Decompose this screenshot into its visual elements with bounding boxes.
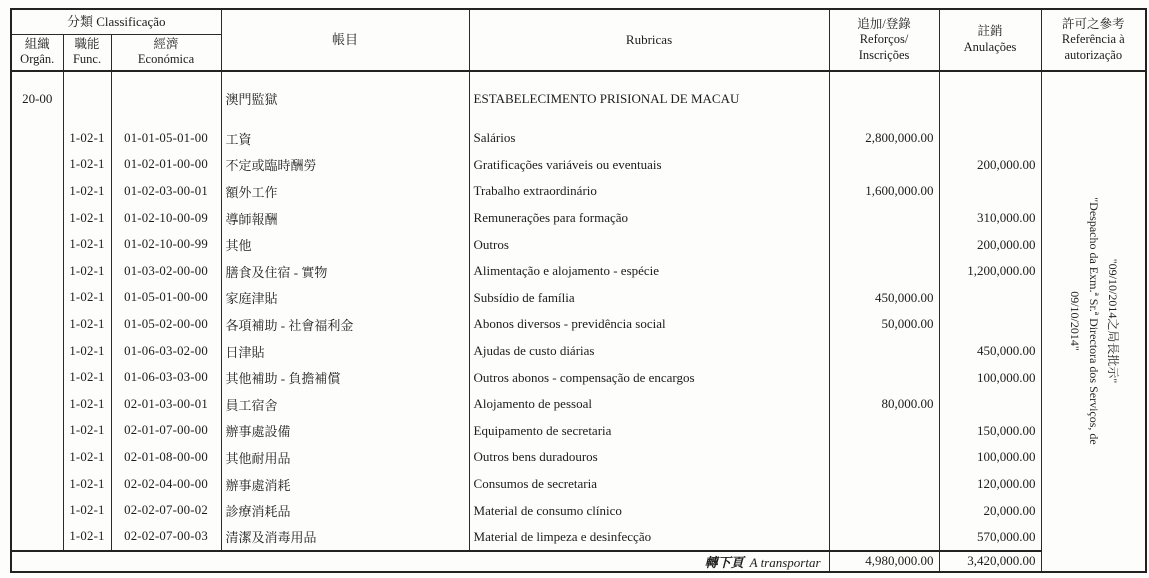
table-row (11, 364, 1146, 391)
account-zh-cell: 日津貼 (221, 338, 469, 365)
table-row (11, 497, 1146, 524)
organ-cell (11, 497, 63, 524)
anulacoes-cell: 120,000.00 (939, 471, 1041, 498)
account-zh-cell: 辦事處設備 (221, 418, 469, 445)
table-row (11, 231, 1146, 258)
anulacoes-cell: 150,000.00 (939, 418, 1041, 445)
account-pt-cell: Gratificações variáveis ou eventuais (469, 152, 829, 179)
reforcos-cell: 50,000.00 (829, 311, 939, 338)
authorization-line-zh: "09/10/2014之局長批示" (1106, 259, 1121, 384)
anulacoes-cell: 100,000.00 (939, 364, 1041, 391)
account-pt-header: Rubricas (469, 9, 829, 71)
table-header (11, 9, 1146, 71)
reforcos-cell (829, 471, 939, 498)
table-row (11, 152, 1146, 179)
table-row (11, 524, 1146, 551)
reforcos-cell (829, 231, 939, 258)
table-row (11, 205, 1146, 232)
econ-cell: 01-02-01-00-00 (111, 152, 221, 179)
econ-cell: 02-02-04-00-00 (111, 471, 221, 498)
anulacoes-cell (939, 71, 1041, 125)
reforcos-cell (829, 444, 939, 471)
account-pt-cell: Equipamento de secretaria (469, 418, 829, 445)
econ-cell (111, 71, 221, 125)
account-zh-cell: 清潔及消毒用品 (221, 524, 469, 551)
func-cell: 1-02-1 (63, 258, 111, 285)
organ-cell (11, 364, 63, 391)
account-zh-cell: 員工宿舍 (221, 391, 469, 418)
func-cell: 1-02-1 (63, 285, 111, 312)
func-cell: 1-02-1 (63, 524, 111, 551)
anulacoes-cell: 200,000.00 (939, 152, 1041, 179)
table-row (11, 125, 1146, 152)
budget-table (10, 8, 1147, 573)
reforcos-cell (829, 205, 939, 232)
anulacoes-cell: 570,000.00 (939, 524, 1041, 551)
economica-header: 經濟 Económica (111, 34, 221, 71)
account-zh-cell: 不定或臨時酬勞 (221, 152, 469, 179)
authorization-rotated-text (1065, 91, 1123, 551)
organ-cell (11, 152, 63, 179)
organ-cell (11, 338, 63, 365)
func-cell: 1-02-1 (63, 364, 111, 391)
carry-forward-label (11, 551, 829, 572)
table-row (11, 444, 1146, 471)
organica-header: 組織 Orgân. (11, 34, 63, 71)
func-cell: 1-02-1 (63, 178, 111, 205)
anulacoes-cell: 310,000.00 (939, 205, 1041, 232)
anulacoes-cell: 1,200,000.00 (939, 258, 1041, 285)
authorization-line-pt: "Despacho da Exm.ª Sr.ª Directora dos Serviços, de (1086, 197, 1101, 445)
account-pt-cell: Consumos de secretaria (469, 471, 829, 498)
organ-cell (11, 231, 63, 258)
func-cell: 1-02-1 (63, 391, 111, 418)
organ-cell (11, 471, 63, 498)
reforcos-cell: 2,800,000.00 (829, 125, 939, 152)
econ-cell: 01-05-02-00-00 (111, 311, 221, 338)
organ-cell (11, 444, 63, 471)
econ-cell: 01-06-03-03-00 (111, 364, 221, 391)
table-row (11, 285, 1146, 312)
organ-cell (11, 258, 63, 285)
department-name-zh: 澳門監獄 (221, 71, 469, 125)
econ-cell: 01-06-03-02-00 (111, 338, 221, 365)
total-reforcos: 4,980,000.00 (829, 551, 939, 572)
account-zh-cell: 導師報酬 (221, 205, 469, 232)
reforcos-cell (829, 497, 939, 524)
anulacoes-header: 註銷 Anulações (939, 9, 1041, 71)
anulacoes-cell (939, 178, 1041, 205)
account-pt-cell: Outros bens duradouros (469, 444, 829, 471)
account-zh-header: 帳目 (221, 9, 469, 71)
func-cell: 1-02-1 (63, 471, 111, 498)
econ-cell: 01-01-05-01-00 (111, 125, 221, 152)
account-zh-cell: 各項補助 - 社會福利金 (221, 311, 469, 338)
carry-forward-zh: 轉下頁 (704, 554, 744, 570)
organ-code-cell: 20-00 (11, 71, 63, 125)
table-row (11, 178, 1146, 205)
authorization-reference-cell (1041, 71, 1146, 572)
account-pt-cell: Ajudas de custo diárias (469, 338, 829, 365)
organ-cell (11, 205, 63, 232)
account-zh-cell: 其他補助 - 負擔補償 (221, 364, 469, 391)
total-anulacoes: 3,420,000.00 (939, 551, 1041, 572)
reforcos-cell (829, 418, 939, 445)
reforcos-cell (829, 338, 939, 365)
organ-cell (11, 285, 63, 312)
reforcos-cell (829, 71, 939, 125)
authorization-line-date: 09/10/2014" (1067, 291, 1082, 352)
classification-header: 分類 Classificação (11, 9, 221, 34)
account-pt-cell: Material de limpeza e desinfecção (469, 524, 829, 551)
func-cell: 1-02-1 (63, 338, 111, 365)
funcional-header: 職能 Func. (63, 34, 111, 71)
econ-cell: 02-02-07-00-03 (111, 524, 221, 551)
reforcos-cell (829, 364, 939, 391)
account-pt-cell: Subsídio de família (469, 285, 829, 312)
account-pt-cell: Salários (469, 125, 829, 152)
reforcos-cell: 1,600,000.00 (829, 178, 939, 205)
account-pt-cell: Outros abonos - compensação de encargos (469, 364, 829, 391)
account-zh-cell: 額外工作 (221, 178, 469, 205)
reforcos-cell (829, 524, 939, 551)
account-zh-cell: 工資 (221, 125, 469, 152)
account-pt-cell: Trabalho extraordinário (469, 178, 829, 205)
department-name-pt: ESTABELECIMENTO PRISIONAL DE MACAU (469, 71, 829, 125)
econ-cell: 01-03-02-00-00 (111, 258, 221, 285)
econ-cell: 02-01-08-00-00 (111, 444, 221, 471)
carry-forward-row (11, 551, 1146, 572)
table-row (11, 418, 1146, 445)
account-pt-cell: Alimentação e alojamento - espécie (469, 258, 829, 285)
table-row (11, 311, 1146, 338)
organ-cell (11, 178, 63, 205)
carry-forward-pt: A transportar (749, 554, 821, 570)
anulacoes-cell: 100,000.00 (939, 444, 1041, 471)
account-pt-cell: Alojamento de pessoal (469, 391, 829, 418)
table-row (11, 338, 1146, 365)
func-cell: 1-02-1 (63, 311, 111, 338)
account-zh-cell: 辦事處消耗 (221, 471, 469, 498)
organ-cell (11, 524, 63, 551)
func-cell (63, 71, 111, 125)
reforcos-cell (829, 258, 939, 285)
anulacoes-cell (939, 391, 1041, 418)
func-cell: 1-02-1 (63, 125, 111, 152)
reforcos-cell (829, 152, 939, 179)
account-zh-cell: 診療消耗品 (221, 497, 469, 524)
anulacoes-cell: 20,000.00 (939, 497, 1041, 524)
organ-cell (11, 418, 63, 445)
organ-cell (11, 125, 63, 152)
econ-cell: 01-02-10-00-99 (111, 231, 221, 258)
func-cell: 1-02-1 (63, 418, 111, 445)
account-zh-cell: 其他耐用品 (221, 444, 469, 471)
econ-cell: 01-05-01-00-00 (111, 285, 221, 312)
table-row (11, 258, 1146, 285)
func-cell: 1-02-1 (63, 205, 111, 232)
account-pt-cell: Remunerações para formação (469, 205, 829, 232)
econ-cell: 01-02-10-00-09 (111, 205, 221, 232)
account-zh-cell: 其他 (221, 231, 469, 258)
func-cell: 1-02-1 (63, 231, 111, 258)
reforcos-cell: 450,000.00 (829, 285, 939, 312)
account-zh-cell: 膳食及住宿 - 實物 (221, 258, 469, 285)
account-pt-cell: Material de consumo clínico (469, 497, 829, 524)
anulacoes-cell (939, 285, 1041, 312)
reforcos-header: 追加/登錄 Reforços/ Inscrições (829, 9, 939, 71)
department-title-row (11, 71, 1146, 125)
func-cell: 1-02-1 (63, 497, 111, 524)
account-zh-cell: 家庭津貼 (221, 285, 469, 312)
anulacoes-cell: 200,000.00 (939, 231, 1041, 258)
econ-cell: 02-02-07-00-02 (111, 497, 221, 524)
account-pt-cell: Abonos diversos - previdência social (469, 311, 829, 338)
anulacoes-cell (939, 311, 1041, 338)
autorizacao-header: 許可之參考 Referência à autorização (1041, 9, 1146, 71)
func-cell: 1-02-1 (63, 444, 111, 471)
econ-cell: 01-02-03-00-01 (111, 178, 221, 205)
anulacoes-cell: 450,000.00 (939, 338, 1041, 365)
organ-cell (11, 311, 63, 338)
econ-cell: 02-01-03-00-01 (111, 391, 221, 418)
table-row (11, 391, 1146, 418)
organ-cell (11, 391, 63, 418)
table-row (11, 471, 1146, 498)
reforcos-cell: 80,000.00 (829, 391, 939, 418)
anulacoes-cell (939, 125, 1041, 152)
account-pt-cell: Outros (469, 231, 829, 258)
econ-cell: 02-01-07-00-00 (111, 418, 221, 445)
func-cell: 1-02-1 (63, 152, 111, 179)
